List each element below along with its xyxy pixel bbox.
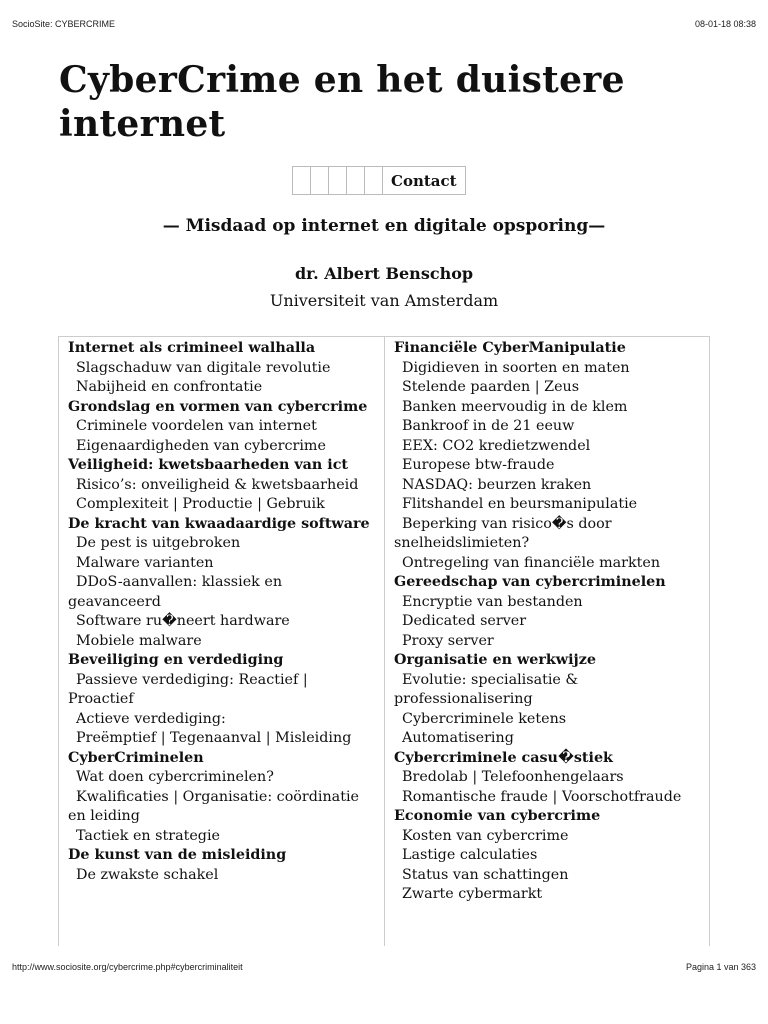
toc-subsection-link[interactable]: Passieve verdediging: Reactief | Proactief: [68, 671, 308, 707]
toc-list-left: [68, 339, 376, 885]
toc-subsection-link[interactable]: De zwakste schakel: [76, 866, 219, 883]
toc-subsection-link[interactable]: Evolutie: specialisatie & professionalisering: [394, 671, 579, 707]
toc-subsection-link[interactable]: Software ru�neert hardware: [76, 613, 290, 629]
menu-empty-cell[interactable]: [329, 167, 347, 195]
toc-subsection-link[interactable]: Status van schattingen: [402, 866, 569, 883]
toc-subsection-link[interactable]: Eigenaardigheden van cybercrime: [76, 437, 326, 454]
toc-subsection-link[interactable]: DDoS-aanvallen: klassiek en geavanceerd: [68, 574, 283, 610]
menu-bar: [292, 166, 466, 195]
subtitle: — Misdaad op internet en digitale opsporing—: [162, 216, 606, 236]
toc-subsection-link[interactable]: Europese btw-fraude: [402, 457, 555, 473]
toc-subsection-link[interactable]: Zwarte cybermarkt: [402, 886, 543, 902]
toc-subsection-link[interactable]: Mobiele malware: [76, 632, 202, 649]
toc-section-link[interactable]: Financiële CyberManipulatie: [394, 340, 626, 356]
author-affiliation: Universiteit van Amsterdam: [269, 291, 499, 310]
toc-subsection-link[interactable]: Automatisering: [402, 730, 514, 746]
menu-empty-cell[interactable]: [347, 167, 365, 195]
toc-subsection-link[interactable]: Actieve verdediging:: [76, 710, 226, 727]
toc-subsection-link[interactable]: EEX: CO2 kredietzwendel: [402, 437, 591, 454]
toc-section-link[interactable]: De kunst van de misleiding: [68, 847, 287, 863]
toc-subsection-link[interactable]: Bankroof in de 21 eeuw: [402, 418, 575, 434]
toc-subsection-link[interactable]: Kwalificaties | Organisatie: coördinatie en leiding: [68, 788, 359, 824]
toc-section-link[interactable]: CyberCriminelen: [68, 749, 204, 766]
toc-subsection-link[interactable]: Stelende paarden | Zeus: [402, 379, 580, 395]
toc-subsection-link[interactable]: Digidieven in soorten en maten: [402, 359, 630, 376]
toc-subsection-link[interactable]: Beperking van risico�s door snelheidslimieten?: [394, 515, 612, 551]
toc-subsection-link[interactable]: Malware varianten: [76, 554, 214, 571]
toc-column-left: [59, 337, 384, 946]
toc-subsection-link[interactable]: Ontregeling van financiële markten: [402, 554, 661, 571]
toc-subsection-link[interactable]: Nabijheid en confrontatie: [76, 379, 263, 395]
toc-section-link[interactable]: Grondslag en vormen van cybercrime: [68, 398, 368, 415]
toc-section-link[interactable]: Gereedschap van cybercriminelen: [394, 574, 666, 590]
toc-subsection-link[interactable]: Flitshandel en beursmanipulatie: [402, 496, 638, 512]
toc-subsection-link[interactable]: Lastige calculaties: [402, 847, 538, 863]
print-header-site: SocioSite: CYBERCRIME: [12, 19, 116, 29]
menu-contact-link[interactable]: Contact: [383, 167, 466, 195]
author-name: dr. Albert Benschop: [294, 264, 474, 283]
toc-column-right: [384, 337, 709, 946]
toc-subsection-link[interactable]: Romantische fraude | Voorschotfraude: [402, 788, 682, 805]
toc-subsection-link[interactable]: Kosten van cybercrime: [402, 827, 569, 844]
toc-subsection-link[interactable]: NASDAQ: beurzen kraken: [402, 476, 592, 493]
toc-section-link[interactable]: Beveiliging en verdediging: [68, 652, 284, 668]
menu-empty-cell[interactable]: [293, 167, 311, 195]
toc-subsection-link[interactable]: Bredolab | Telefoonhengelaars: [402, 769, 624, 785]
toc-subsection-link[interactable]: Banken meervoudig in de klem: [402, 398, 628, 415]
toc-section-link[interactable]: Economie van cybercrime: [394, 808, 601, 824]
page-title: CyberCrime en het duistere internet: [59, 59, 625, 145]
toc-subsection-link[interactable]: Tactiek en strategie: [76, 827, 220, 844]
toc-list-right: [394, 339, 701, 905]
toc-subsection-link[interactable]: Complexiteit | Productie | Gebruik: [76, 496, 325, 512]
toc-subsection-link[interactable]: Criminele voordelen van internet: [76, 418, 317, 434]
toc-section-link[interactable]: Organisatie en werkwijze: [394, 652, 596, 668]
toc-subsection-link[interactable]: Proxy server: [402, 632, 494, 649]
print-footer: [12, 962, 756, 972]
print-header-datetime: 08-01-18 08:38: [694, 19, 756, 29]
toc-subsection-link[interactable]: Cybercriminele ketens: [402, 710, 567, 727]
toc-subsection-link[interactable]: Wat doen cybercriminelen?: [76, 769, 274, 785]
print-header: [12, 19, 756, 29]
print-footer-page-number: Pagina 1 van 363: [685, 962, 756, 972]
toc-subsection-link[interactable]: Slagschaduw van digitale revolutie: [76, 359, 331, 376]
toc-section-link[interactable]: De kracht van kwaadaardige software: [68, 515, 370, 532]
menu-empty-cell[interactable]: [311, 167, 329, 195]
toc-subsection-link[interactable]: De pest is uitgebroken: [76, 535, 241, 551]
print-footer-url: http://www.sociosite.org/cybercrime.php#cybercriminaliteit: [12, 962, 243, 972]
toc-subsection-link[interactable]: Risico’s: onveiligheid & kwetsbaarheid: [76, 476, 359, 493]
toc-subsection-link[interactable]: Preëmptief | Tegenaanval | Misleiding: [76, 730, 352, 746]
toc-subsection-link[interactable]: Dedicated server: [402, 613, 527, 629]
toc-section-link[interactable]: Cybercriminele casu�stiek: [394, 749, 613, 766]
toc-section-link[interactable]: Veiligheid: kwetsbaarheden van ict: [68, 457, 348, 473]
toc-subsection-link[interactable]: Encryptie van bestanden: [402, 593, 583, 610]
table-of-contents: [58, 336, 710, 946]
menu-empty-cell[interactable]: [365, 167, 383, 195]
toc-section-link[interactable]: Internet als crimineel walhalla: [68, 340, 316, 356]
